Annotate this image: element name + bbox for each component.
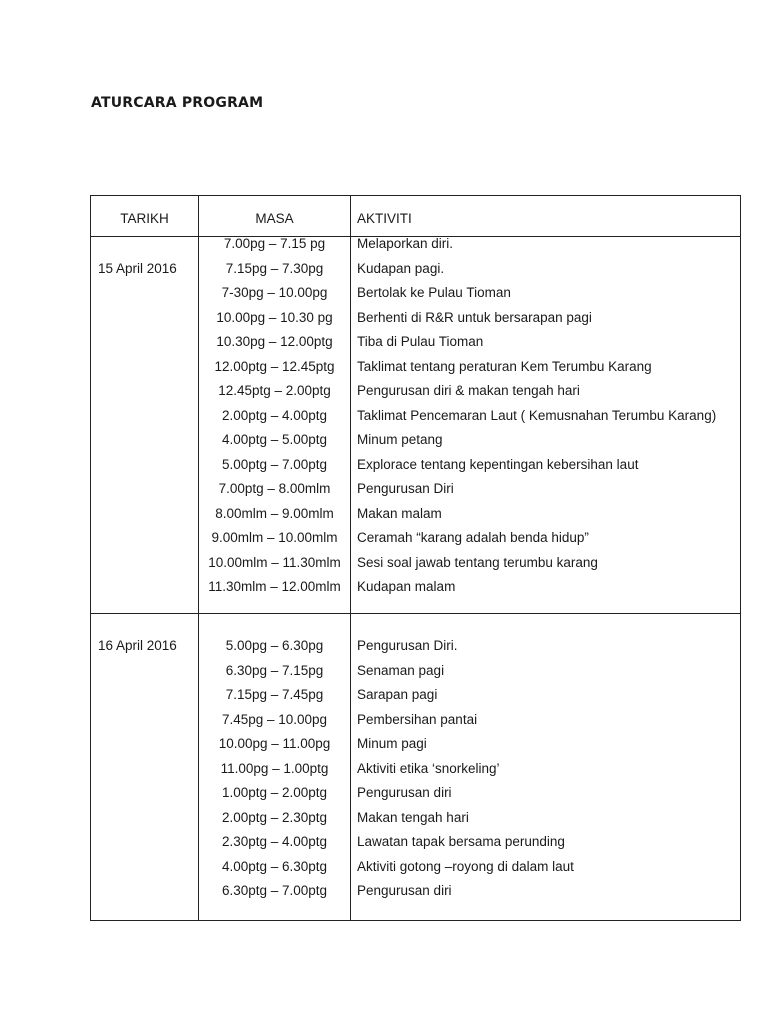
aktiviti-cell: Bertolak ke Pulau Tioman — [357, 285, 511, 300]
masa-cell: 6.30pg – 7.15pg — [225, 662, 324, 678]
masa-cell: 2.30ptg – 4.00ptg — [221, 834, 328, 849]
masa-cell: 2.00ptg – 4.00ptg — [221, 407, 328, 423]
day-divider — [91, 613, 740, 614]
aktiviti-cell: Melaporkan diri. — [357, 236, 454, 251]
day-date: 15 April 2016 — [98, 261, 177, 276]
aktiviti-cell: Pembersihan pantai — [357, 711, 478, 727]
aktiviti-cell: Kudapan pagi. — [357, 260, 445, 276]
aktiviti-cell: Pengurusan Diri. — [357, 638, 458, 653]
aktiviti-cell: Pengurusan diri — [357, 883, 452, 898]
masa-cell: 7.15pg – 7.45pg — [225, 687, 324, 702]
masa-cell: 7.15pg – 7.30pg — [225, 260, 324, 276]
masa-cell: 1.00ptg – 2.00ptg — [221, 785, 328, 800]
masa-cell: 7.00pg – 7.15 pg — [223, 236, 326, 251]
masa-cell: 8.00mlm – 9.00mlm — [215, 505, 334, 521]
masa-cell: 4.00ptg – 6.30ptg — [221, 858, 328, 874]
aktiviti-cell: Explorace tentang kepentingan kebersihan laut — [357, 456, 639, 472]
masa-cell: 12.45ptg – 2.00ptg — [218, 383, 331, 398]
header-aktiviti: AKTIVITI — [357, 211, 412, 226]
aktiviti-cell: Sarapan pagi — [357, 687, 438, 702]
masa-cell: 7.45pg – 10.00pg — [221, 711, 328, 727]
header-masa: MASA — [255, 211, 294, 226]
masa-cell: 6.30ptg – 7.00ptg — [221, 883, 328, 898]
aktiviti-cell: Minum petang — [357, 432, 443, 447]
schedule-table — [90, 195, 741, 921]
aktiviti-cell: Ceramah “karang adalah benda hidup” — [357, 530, 589, 545]
masa-cell: 10.00mlm – 11.30mlm — [208, 554, 341, 570]
aktiviti-cell: Pengurusan Diri — [357, 481, 454, 496]
masa-cell: 10.00pg – 10.30 pg — [216, 309, 333, 325]
aktiviti-cell: Aktiviti etika ‘snorkeling’ — [357, 760, 500, 776]
masa-cell: 12.00ptg – 12.45ptg — [214, 358, 335, 374]
masa-cell: 2.00ptg – 2.30ptg — [221, 809, 328, 825]
masa-cell: 10.30pg – 12.00ptg — [216, 334, 333, 349]
aktiviti-cell: Taklimat Pencemaran Laut ( Kemusnahan Terumbu Karang) — [357, 407, 717, 423]
aktiviti-cell: Minum pagi — [357, 736, 427, 751]
masa-cell: 5.00ptg – 7.00ptg — [221, 456, 328, 472]
aktiviti-cell: Tiba di Pulau Tioman — [357, 334, 484, 349]
aktiviti-cell: Sesi soal jawab tentang terumbu karang — [357, 554, 598, 570]
aktiviti-cell: Makan malam — [357, 505, 442, 521]
page-title: ATURCARA PROGRAM — [91, 95, 264, 111]
aktiviti-cell: Lawatan tapak bersama perunding — [357, 834, 565, 849]
aktiviti-cell: Kudapan malam — [357, 579, 456, 594]
masa-cell: 7-30pg – 10.00pg — [221, 285, 328, 300]
masa-cell: 11.00pg – 1.00ptg — [220, 760, 329, 776]
aktiviti-cell: Senaman pagi — [357, 662, 445, 678]
aktiviti-cell: Taklimat tentang peraturan Kem Terumbu Karang — [357, 358, 652, 374]
masa-cell: 11.30mlm – 12.00mlm — [208, 579, 341, 594]
aktiviti-cell: Makan tengah hari — [357, 809, 469, 825]
aktiviti-cell: Berhenti di R&R untuk bersarapan pagi — [357, 309, 592, 325]
masa-cell: 9.00mlm – 10.00mlm — [211, 530, 338, 545]
masa-cell: 10.00pg – 11.00pg — [218, 736, 331, 751]
masa-cell: 4.00ptg – 5.00ptg — [221, 432, 328, 447]
aktiviti-cell: Aktiviti gotong –royong di dalam laut — [357, 858, 574, 874]
masa-cell: 5.00pg – 6.30pg — [225, 638, 324, 653]
day-date: 16 April 2016 — [98, 638, 177, 653]
column-divider — [350, 196, 351, 920]
masa-cell: 7.00ptg – 8.00mlm — [218, 481, 331, 496]
aktiviti-cell: Pengurusan diri & makan tengah hari — [357, 383, 580, 398]
aktiviti-cell: Pengurusan diri — [357, 785, 452, 800]
header-tarikh: TARIKH — [120, 211, 169, 226]
